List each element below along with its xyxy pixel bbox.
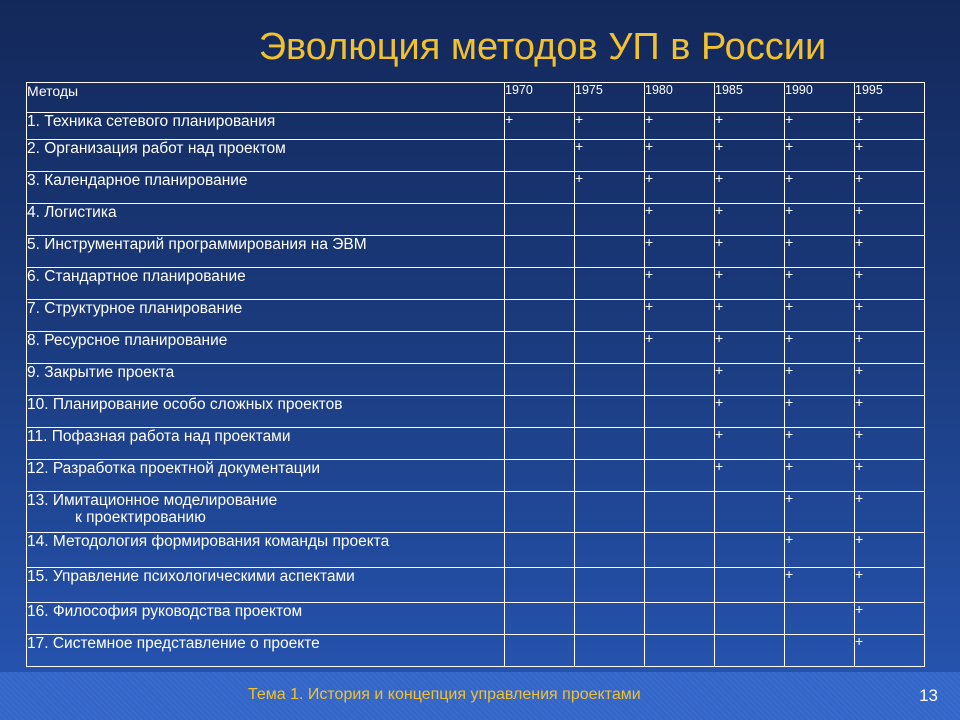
year-cell (785, 140, 855, 172)
plus-mark: + (785, 266, 794, 282)
table-row (27, 396, 925, 428)
year-cell (785, 236, 855, 268)
slide-title: Эволюция методов УП в России (258, 26, 827, 68)
year-cell (715, 172, 785, 204)
method-cell (27, 428, 505, 460)
method-cell (27, 364, 505, 396)
plus-mark: + (715, 234, 724, 250)
plus-mark: + (855, 266, 864, 282)
plus-mark: + (645, 298, 654, 314)
year-cell (785, 268, 855, 300)
method-cell (27, 300, 505, 332)
year-cell (645, 172, 715, 204)
year-cell (855, 460, 925, 492)
method-cell (27, 603, 505, 635)
method-label: 1. Техника сетевого планирования (27, 113, 276, 130)
year-cell (505, 113, 575, 140)
method-label: 6. Стандартное планирование (27, 268, 246, 285)
year-cell (645, 332, 715, 364)
year-cell (715, 236, 785, 268)
year-cell (645, 428, 715, 460)
year-cell (715, 635, 785, 667)
plus-mark: + (645, 330, 654, 346)
year-cell (505, 396, 575, 428)
plus-mark: + (855, 601, 864, 617)
year-cell (715, 492, 785, 533)
plus-mark: + (575, 138, 584, 154)
method-cell (27, 113, 505, 140)
year-cell (855, 268, 925, 300)
method-cell (27, 460, 505, 492)
table-row (27, 568, 925, 603)
plus-mark: + (855, 362, 864, 378)
year-cell (505, 603, 575, 635)
year-cell (785, 204, 855, 236)
year-cell (715, 204, 785, 236)
year-cell (715, 396, 785, 428)
year-cell (575, 396, 645, 428)
year-cell (785, 492, 855, 533)
plus-mark: + (855, 458, 864, 474)
year-cell (855, 635, 925, 667)
plus-mark: + (645, 111, 654, 127)
method-label: 14. Методология формирования команды проекта (27, 533, 390, 550)
plus-mark: + (785, 490, 794, 506)
plus-mark: + (785, 170, 794, 186)
year-cell (645, 568, 715, 603)
year-cell (505, 635, 575, 667)
plus-mark: + (785, 330, 794, 346)
method-cell (27, 140, 505, 172)
year-cell (575, 492, 645, 533)
year-cell (505, 533, 575, 568)
table-row (27, 332, 925, 364)
table-row (27, 492, 925, 533)
plus-mark: + (715, 202, 724, 218)
year-cell (715, 533, 785, 568)
table-header-row (27, 83, 925, 113)
year-cell (645, 364, 715, 396)
method-label: 10. Планирование особо сложных проектов (27, 396, 343, 413)
plus-mark: + (645, 266, 654, 282)
plus-mark: + (855, 111, 864, 127)
year-cell (785, 635, 855, 667)
method-cell (27, 268, 505, 300)
method-label: 11. Пофазная работа над проектами (27, 428, 291, 445)
year-cell (855, 140, 925, 172)
year-cell (785, 460, 855, 492)
year-cell (785, 300, 855, 332)
year-cell (645, 396, 715, 428)
year-cell (855, 603, 925, 635)
plus-mark: + (715, 138, 724, 154)
year-cell (715, 113, 785, 140)
year-header: 1985 (715, 83, 785, 113)
method-cell (27, 204, 505, 236)
methods-column-header: Методы (27, 83, 505, 113)
plus-mark: + (855, 138, 864, 154)
year-cell (715, 603, 785, 635)
plus-mark: + (785, 426, 794, 442)
year-cell (645, 603, 715, 635)
year-cell (505, 460, 575, 492)
plus-mark: + (645, 202, 654, 218)
method-label: 13. Имитационное моделирование (27, 492, 278, 509)
year-cell (855, 568, 925, 603)
year-cell (575, 428, 645, 460)
year-cell (645, 113, 715, 140)
method-cell (27, 492, 505, 533)
year-cell (575, 300, 645, 332)
method-cell (27, 172, 505, 204)
footer-bar (0, 672, 960, 720)
plus-mark: + (785, 111, 794, 127)
plus-mark: + (715, 458, 724, 474)
plus-mark: + (715, 362, 724, 378)
methods-table (26, 82, 925, 667)
year-cell (575, 140, 645, 172)
year-cell (715, 568, 785, 603)
year-cell (715, 268, 785, 300)
year-cell (855, 236, 925, 268)
plus-mark: + (855, 330, 864, 346)
plus-mark: + (645, 234, 654, 250)
year-cell (575, 113, 645, 140)
method-label: 16. Философия руководства проектом (27, 603, 303, 620)
year-cell (785, 533, 855, 568)
plus-mark: + (715, 426, 724, 442)
year-cell (645, 204, 715, 236)
year-cell (715, 428, 785, 460)
year-cell (505, 568, 575, 603)
plus-mark: + (715, 266, 724, 282)
plus-mark: + (575, 170, 584, 186)
method-label: 15. Управление психологическими аспектами (27, 568, 355, 585)
year-header: 1990 (785, 83, 855, 113)
method-label: 2. Организация работ над проектом (27, 140, 286, 157)
year-cell (645, 460, 715, 492)
method-label: 7. Структурное планирование (27, 300, 243, 317)
plus-mark: + (855, 633, 864, 649)
plus-mark: + (855, 170, 864, 186)
year-cell (855, 204, 925, 236)
plus-mark: + (855, 202, 864, 218)
year-cell (785, 113, 855, 140)
year-cell (505, 428, 575, 460)
plus-mark: + (715, 394, 724, 410)
year-cell (855, 364, 925, 396)
year-cell (645, 268, 715, 300)
year-cell (855, 332, 925, 364)
plus-mark: + (715, 330, 724, 346)
table-row (27, 300, 925, 332)
table-row (27, 635, 925, 667)
year-cell (715, 140, 785, 172)
plus-mark: + (785, 202, 794, 218)
year-cell (575, 268, 645, 300)
year-cell (785, 172, 855, 204)
method-cell (27, 236, 505, 268)
year-cell (715, 300, 785, 332)
year-cell (785, 428, 855, 460)
footer-topic: Тема 1. История и концепция управления проектами (248, 686, 641, 703)
plus-mark: + (785, 138, 794, 154)
method-cell (27, 568, 505, 603)
plus-mark: + (855, 531, 864, 547)
page-number: 13 (919, 686, 938, 705)
year-cell (715, 460, 785, 492)
year-cell (855, 492, 925, 533)
year-cell (855, 172, 925, 204)
table-row (27, 236, 925, 268)
plus-mark: + (785, 566, 794, 582)
plus-mark: + (785, 394, 794, 410)
plus-mark: + (855, 298, 864, 314)
method-label: 12. Разработка проектной документации (27, 460, 321, 477)
plus-mark: + (575, 111, 584, 127)
year-cell (505, 140, 575, 172)
plus-mark: + (855, 566, 864, 582)
method-cell (27, 635, 505, 667)
year-cell (715, 332, 785, 364)
table-row (27, 113, 925, 140)
year-cell (855, 396, 925, 428)
method-label: 4. Логистика (27, 204, 117, 221)
plus-mark: + (785, 234, 794, 250)
year-cell (575, 332, 645, 364)
table-row (27, 428, 925, 460)
year-cell (645, 533, 715, 568)
year-header: 1995 (855, 83, 925, 113)
plus-mark: + (715, 111, 724, 127)
year-cell (645, 140, 715, 172)
year-cell (785, 332, 855, 364)
table-row (27, 364, 925, 396)
method-label-continuation: к проектированию (75, 509, 206, 526)
method-label: 9. Закрытие проекта (27, 364, 175, 381)
year-cell (505, 300, 575, 332)
method-label: 17. Системное представление о проекте (27, 635, 320, 652)
plus-mark: + (505, 111, 514, 127)
method-label: 5. Инструментарий программирования на ЭВМ (27, 236, 367, 253)
year-cell (575, 172, 645, 204)
year-cell (645, 635, 715, 667)
year-cell (715, 364, 785, 396)
year-cell (855, 113, 925, 140)
year-cell (505, 172, 575, 204)
year-cell (505, 204, 575, 236)
year-cell (575, 635, 645, 667)
plus-mark: + (645, 138, 654, 154)
year-cell (785, 364, 855, 396)
year-cell (575, 568, 645, 603)
plus-mark: + (715, 170, 724, 186)
year-cell (855, 300, 925, 332)
year-cell (505, 236, 575, 268)
method-label: 3. Календарное планирование (27, 172, 248, 189)
year-header: 1970 (505, 83, 575, 113)
year-header: 1980 (645, 83, 715, 113)
year-cell (575, 236, 645, 268)
table-row (27, 603, 925, 635)
year-cell (785, 396, 855, 428)
table-row (27, 140, 925, 172)
table-row (27, 204, 925, 236)
plus-mark: + (785, 362, 794, 378)
year-cell (785, 568, 855, 603)
year-cell (855, 428, 925, 460)
method-label: 8. Ресурсное планирование (27, 332, 228, 349)
plus-mark: + (785, 458, 794, 474)
method-cell (27, 533, 505, 568)
year-cell (645, 236, 715, 268)
plus-mark: + (855, 426, 864, 442)
plus-mark: + (855, 394, 864, 410)
year-cell (575, 533, 645, 568)
year-cell (855, 533, 925, 568)
plus-mark: + (855, 490, 864, 506)
year-cell (645, 492, 715, 533)
plus-mark: + (785, 531, 794, 547)
year-cell (505, 364, 575, 396)
table-row (27, 172, 925, 204)
plus-mark: + (715, 298, 724, 314)
method-cell (27, 396, 505, 428)
plus-mark: + (785, 298, 794, 314)
year-cell (575, 460, 645, 492)
year-cell (505, 268, 575, 300)
year-cell (505, 332, 575, 364)
plus-mark: + (855, 234, 864, 250)
year-header: 1975 (575, 83, 645, 113)
table-row (27, 533, 925, 568)
year-cell (645, 300, 715, 332)
year-cell (575, 204, 645, 236)
year-cell (505, 492, 575, 533)
table-row (27, 460, 925, 492)
year-cell (575, 603, 645, 635)
table-row (27, 268, 925, 300)
year-cell (785, 603, 855, 635)
year-cell (575, 364, 645, 396)
plus-mark: + (645, 170, 654, 186)
method-cell (27, 332, 505, 364)
